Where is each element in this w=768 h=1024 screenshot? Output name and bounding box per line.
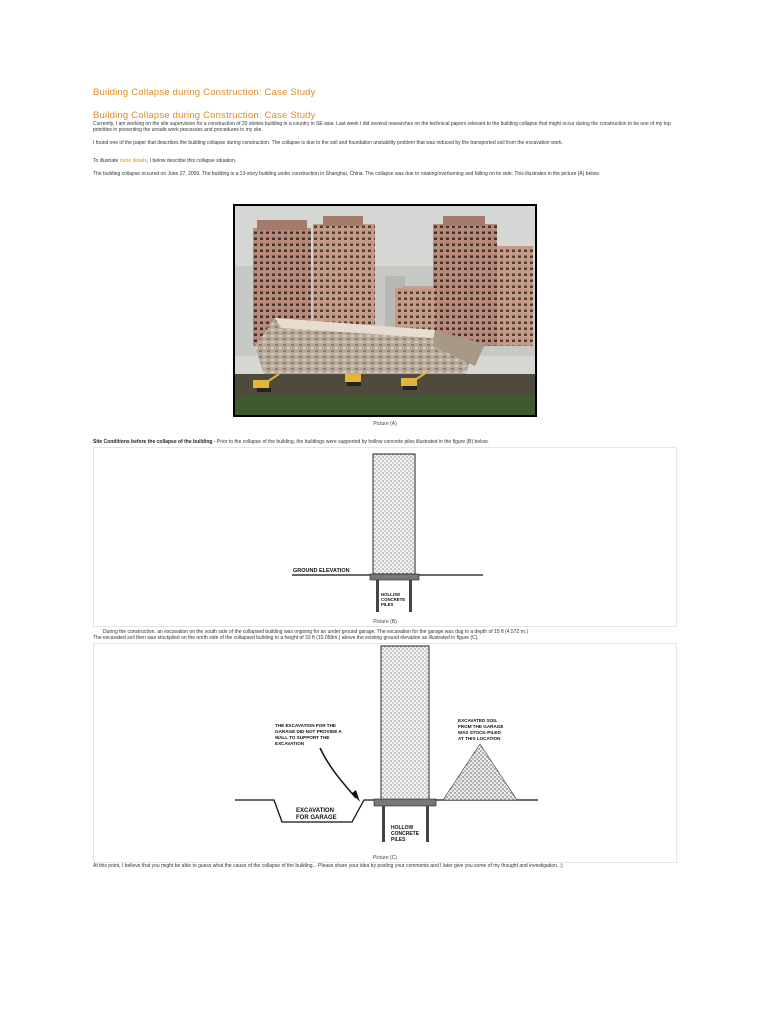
excavator-icon <box>345 374 361 386</box>
article-title-repeat: Building Collapse during Construction: Case Study <box>93 110 316 121</box>
excavation-label-1: EXCAVATION <box>296 808 335 814</box>
foundation-cap <box>370 574 419 580</box>
foundation-cap <box>374 799 436 806</box>
site-conditions-text: - Prior to the collapse of the building, the buildings were supported by hollow concrete piles illustrated in the figure (B) below. <box>212 439 489 445</box>
site-conditions-heading: Site Conditions before the collapse of the building <box>93 439 213 445</box>
ground-elevation-label: GROUND ELEVATION <box>293 568 350 574</box>
collapsed-building-photo <box>233 204 537 417</box>
arrow-icon <box>320 748 356 798</box>
illustrate-paragraph <box>93 158 677 164</box>
pile-left <box>382 806 385 842</box>
pile-left <box>376 580 379 612</box>
building-tower <box>381 646 429 802</box>
no-wall-label-3: WALL TO SUPPORT THE <box>275 735 330 740</box>
piles-label-3: PILES <box>381 602 394 607</box>
soil-label-4: AT THIS LOCATION <box>458 736 501 741</box>
building-tower <box>373 454 415 574</box>
caption-picture-a: Picture (A) <box>373 421 397 427</box>
piles-label-1: HOLLOW <box>391 825 414 831</box>
soil-label-1: EXCAVATED SOIL <box>458 718 498 723</box>
excavation-paragraph-1: During the construction, an excavation on the south side of the collapsed building was ongoing for an under ground garage. The excavation for the garage was dug to a depth of 15 ft (4.572 m.) <box>103 629 528 635</box>
article-title: Building Collapse during Construction: Case Study <box>93 87 316 98</box>
piles-label-1: HOLLOW <box>381 592 401 597</box>
site-conditions-paragraph <box>93 439 677 445</box>
collapse-description: The building collapse occured on June 27, 2009. The building is a 13-story building under construction in Shanghai, China. The collapse was due to rotating/overturning and falling on its side. This illustrates in the picture (A) below. <box>93 171 600 177</box>
excavation-paragraph-2: The excavated soil then was stockpiled on the north side of the collapsed building to a height of 33 ft (10.058m.) above the existing ground elevation as illustrated in figure (C). <box>93 635 479 641</box>
excavation-label-2: FOR GARAGE <box>296 815 337 821</box>
piles-label-2: CONCRETE <box>391 831 420 837</box>
collapsed-building-illustration <box>235 206 535 415</box>
figure-c <box>93 643 677 863</box>
caption-picture-b: Picture (B) <box>373 619 397 625</box>
figure-b-diagram <box>94 448 676 626</box>
intro-paragraph: Currently, I am working on the site supervision for a construction of 20 stories building in a country in SE asia. Last week I did several researches on the technical papers relevant to the building collapse that might occur during the construction to be one of my top priorities in preventing the unsafe work processes and procedures in my site. <box>93 121 671 134</box>
soil-label-2: FROM THE GARAGE <box>458 724 504 729</box>
caption-picture-c: Picture (C) <box>373 855 397 861</box>
closing-paragraph: At this point, I believe that you might be able to guess what the cause of the collapse of the building... Please share your idea by posting your comments and I later give you some of my thought and investigation. :) <box>93 863 563 869</box>
soil-label-3: WAS STOCK-PILED <box>458 730 501 735</box>
soil-stockpile <box>443 744 517 800</box>
pile-right <box>409 580 412 612</box>
pile-right <box>426 806 429 842</box>
illustrate-post: , I below describe this collapse situation. <box>146 158 237 164</box>
found-paper-paragraph: I found one of the paper that describes the building collapse during construction. The collapse is due to the soil and foundation unstability problem that was induced by the transported soil from the excavation work. <box>93 140 563 146</box>
piles-label-3: PILES <box>391 837 406 843</box>
figure-c-diagram <box>94 644 676 862</box>
no-wall-label-4: EXCAVATION <box>275 741 305 746</box>
arrowhead-icon <box>352 790 360 802</box>
more-details-link[interactable]: more details <box>119 158 147 164</box>
no-wall-label-1: THE EXCAVATION FOR THE <box>275 723 336 728</box>
piles-label-2: CONCRETE <box>381 597 406 602</box>
illustrate-pre: To illustrate <box>93 158 120 164</box>
no-wall-label-2: GARAGE DID NOT PROVIDE A <box>275 729 342 734</box>
figure-b <box>93 447 677 627</box>
